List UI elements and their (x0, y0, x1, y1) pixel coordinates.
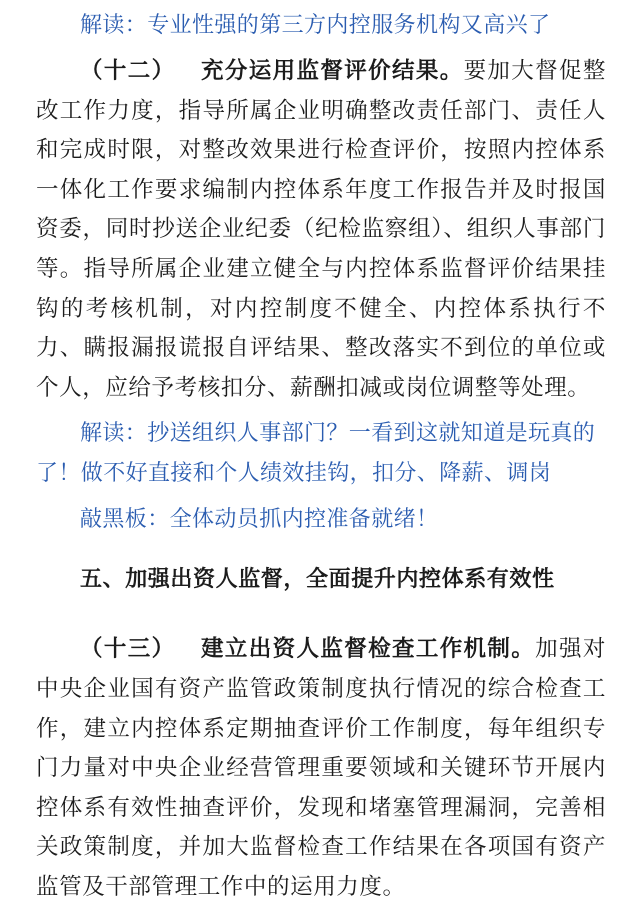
section-13-body: 加强对中央企业国有资产监管政策制度执行情况的综合检查工作，建立内控体系定期抽查评价工作制度，每年组织专门力量对中央企业经营管理重要领域和关键环节开展内控体系有效性抽查评价，发现和堵塞管理漏洞，完善相关政策制度，并加大监督检查工作结果在各项国有资产监管及干部管理工作中的运用力度。 (36, 636, 606, 900)
section-12-body: 要加大督促整改工作力度，指导所属企业明确整改责任部门、责任人和完成时限，对整改效果进行检查评价，按照内控体系一体化工作要求编制内控体系年度工作报告并及时报国资委，同时抄送企业纪委（纪检监察组）、组织人事部门等。指导所属企业建立健全与内控体系监督评价结果挂钩的考核机制，对内控制度不健全、内控体系执行不力、瞒报漏报谎报自评结果、整改落实不到位的单位或个人，应给予考核扣分、薪酬扣减或岗位调整等处理。 (36, 58, 606, 401)
section-12-label: （十二） (80, 58, 176, 84)
section-13-label: （十三） (80, 636, 176, 663)
commentary-note-3: 敲黑板：全体动员抓内控准备就绪！ (80, 507, 439, 533)
commentary-note-1: 解读：专业性强的第三方内控服务机构又高兴了 (80, 13, 551, 38)
section-13-paragraph (36, 630, 606, 907)
section-12-paragraph (36, 52, 606, 408)
spacer (36, 540, 606, 560)
spacer (36, 600, 606, 630)
section-5-heading: 五、加强出资人监督，全面提升内控体系有效性 (80, 567, 555, 593)
commentary-note-2: 解读：抄送组织人事部门？一看到这就知道是玩真的了！做不好直接和个人绩效挂钩，扣分、降薪、调岗 (36, 421, 596, 487)
section-13-title: 建立出资人监督检查工作机制。 (201, 636, 536, 663)
section-12-title: 充分运用监督评价结果。 (201, 58, 464, 84)
